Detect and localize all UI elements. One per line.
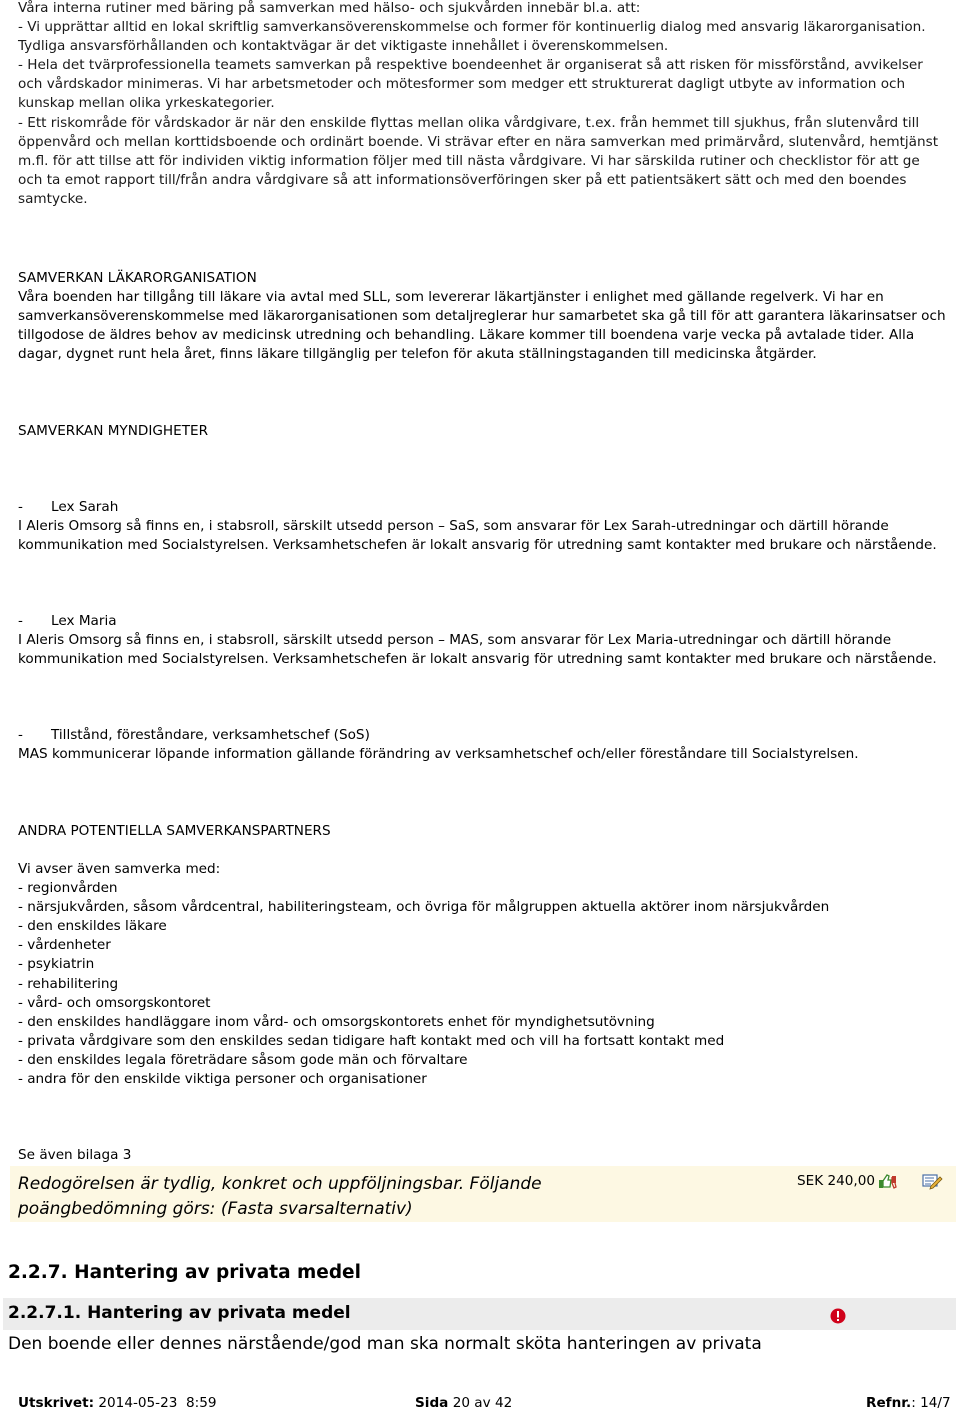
see-also: Se även bilaga 3 — [18, 1147, 132, 1163]
list-item: - vårdenheter — [18, 937, 111, 954]
section-heading: SAMVERKAN LÄKARORGANISATION — [18, 270, 257, 286]
dash: - — [18, 727, 23, 743]
printed-value: 2014-05-23 8:59 — [98, 1395, 217, 1411]
item-title: Lex Sarah — [51, 499, 119, 515]
list-item — [18, 612, 948, 669]
footer-page — [415, 1395, 512, 1411]
footer-printed — [18, 1395, 217, 1411]
list-item: - psykiatrin — [18, 956, 95, 973]
dash: - — [18, 499, 23, 515]
evaluation-text: Redogörelsen är tydlig, konkret och uppföljningsbar. Följande poängbedömning görs: (Fasta svarsalternativ) — [18, 1174, 542, 1219]
subsection-bar — [3, 1298, 956, 1330]
item-title: Lex Maria — [51, 613, 117, 629]
item-text: MAS kommunicerar löpande information gällande förändring av verksamhetschef och/eller föreståndare till Socialstyrelsen. — [18, 746, 859, 763]
dash: - — [18, 613, 23, 629]
thumbs-up-down-icon[interactable] — [878, 1174, 898, 1194]
list-item: - den enskildes läkare — [18, 918, 167, 935]
list-intro: Vi avser även samverka med: — [18, 861, 221, 877]
list-item: - den enskildes handläggare inom vård- och omsorgskontorets enhet för myndighetsutövning — [18, 1013, 655, 1030]
footer-ref — [866, 1395, 951, 1411]
warning-icon — [830, 1308, 846, 1328]
section-title: 2.2.7. Hantering av privata medel — [8, 1262, 361, 1283]
section-heading: ANDRA POTENTIELLA SAMVERKANSPARTNERS — [18, 823, 331, 839]
evaluation-box — [10, 1166, 956, 1222]
item-text: I Aleris Omsorg så finns en, i stabsroll, särskilt utsedd person – MAS, som ansvarar för Lex Maria-utredningar och därtill hörande kommunikation med Socialstyrelsen. Verksamhetschefen är lokalt ansvarig för utredning samt kontakter med brukare och närstående. — [18, 632, 937, 668]
section-heading: SAMVERKAN MYNDIGHETER — [18, 423, 209, 439]
item-text: I Aleris Omsorg så finns en, i stabsroll, särskilt utsedd person – SaS, som ansvarar för Lex Sarah-utredningar och därtill hörande kommunikation med Socialstyrelsen. Verksamhetschefen är lokalt ansvarig för utredning samt kontakter med brukare och närstående. — [18, 518, 937, 554]
section-body: Den boende eller dennes närstående/god man ska normalt sköta hanteringen av privata — [8, 1334, 762, 1354]
list-item: - privata vårdgivare som den enskildes sedan tidigare haft kontakt med och vill ha fortsatt kontakt med — [18, 1032, 725, 1049]
intro-section — [18, 0, 948, 209]
list-item: - rehabilitering — [18, 975, 119, 992]
ref-label: Refnr. — [866, 1395, 912, 1411]
page-value: 20 av 42 — [452, 1395, 513, 1411]
list-item: - regionvården — [18, 880, 118, 897]
subsection-title: 2.2.7.1. Hantering av privata medel — [8, 1303, 351, 1323]
list-item: - den enskildes legala företrädare såsom gode män och förvaltare — [18, 1051, 468, 1068]
paragraph: - Vi upprättar alltid en lokal skriftlig samverkansöverenskommelse och former för kontinuerlig dialog med ansvarig läkarorganisation. Tydliga ansvarsförhållanden och kontaktvägar är det viktigaste innehållet i överenskommelsen. — [18, 19, 926, 55]
list-item: - vård- och omsorgskontoret — [18, 994, 211, 1011]
list-item — [18, 726, 948, 764]
paragraph: Våra interna rutiner med bäring på samverkan med hälso- och sjukvården innebär bl.a. att: — [18, 0, 641, 16]
price-value: SEK 240,00 — [797, 1173, 876, 1189]
edit-note-icon[interactable] — [921, 1172, 943, 1194]
paragraph: - Ett riskområde för vårdskador är när den enskilde flyttas mellan olika vårdgivare, t.ex. från hemmet till sjukhus, från slutenvård till öppenvård och mellan korttidsboende och ordinärt boende. Vi strävar efter en nära samverkan med primärvård, slutenvård, hemtjänst m.fl. för att tillse att för individen viktig information följer med till nästa vårdgivare. Vi har särskilda rutiner och checklistor för att ge och ta emot rapport till/från andra vårdgivare så att informationsöverföringen sker på ett patientsäkert sätt och med den boendes samtycke. — [18, 114, 939, 207]
printed-label: Utskrivet: — [18, 1395, 95, 1411]
ref-value: : 14/7 — [911, 1395, 951, 1411]
list-item: - närsjukvården, såsom vårdcentral, habiliteringsteam, och övriga för målgruppen aktuella aktörer inom närsjukvården — [18, 899, 830, 916]
item-title: Tillstånd, föreståndare, verksamhetschef (SoS) — [51, 727, 370, 743]
list-item — [18, 498, 948, 555]
paragraph: Våra boenden har tillgång till läkare via avtal med SLL, som levererar läkartjänster i enlighet med gällande regelverk. Vi har en samverkansöverenskommelse med läkarorganisationen som detaljreglerar hur samarbetet ska gå till för att garantera läkarinsatser och tillgodose de äldres behov av medicinsk utredning och behandling. Läkare kommer till boendena varje vecka på avtalade tider. Alla dagar, dygnet runt hela året, finns läkare tillgänglig per telefon för akuta ställningstaganden till medicinska åtgärder. — [18, 289, 946, 363]
partner-list — [18, 860, 948, 1089]
page-label: Sida — [415, 1395, 449, 1411]
list-item: - andra för den enskilde viktiga personer och organisationer — [18, 1071, 427, 1088]
paragraph: - Hela det tvärprofessionella teamets samverkan på respektive boendeenhet är organiserat så att risken för missförstånd, avvikelser och vårdskador minimeras. Vi har arbetsmetoder och mötesformer som medger ett strukturerat dagligt utbyte av information och kunskap mellan olika yrkeskategorier. — [18, 57, 923, 112]
